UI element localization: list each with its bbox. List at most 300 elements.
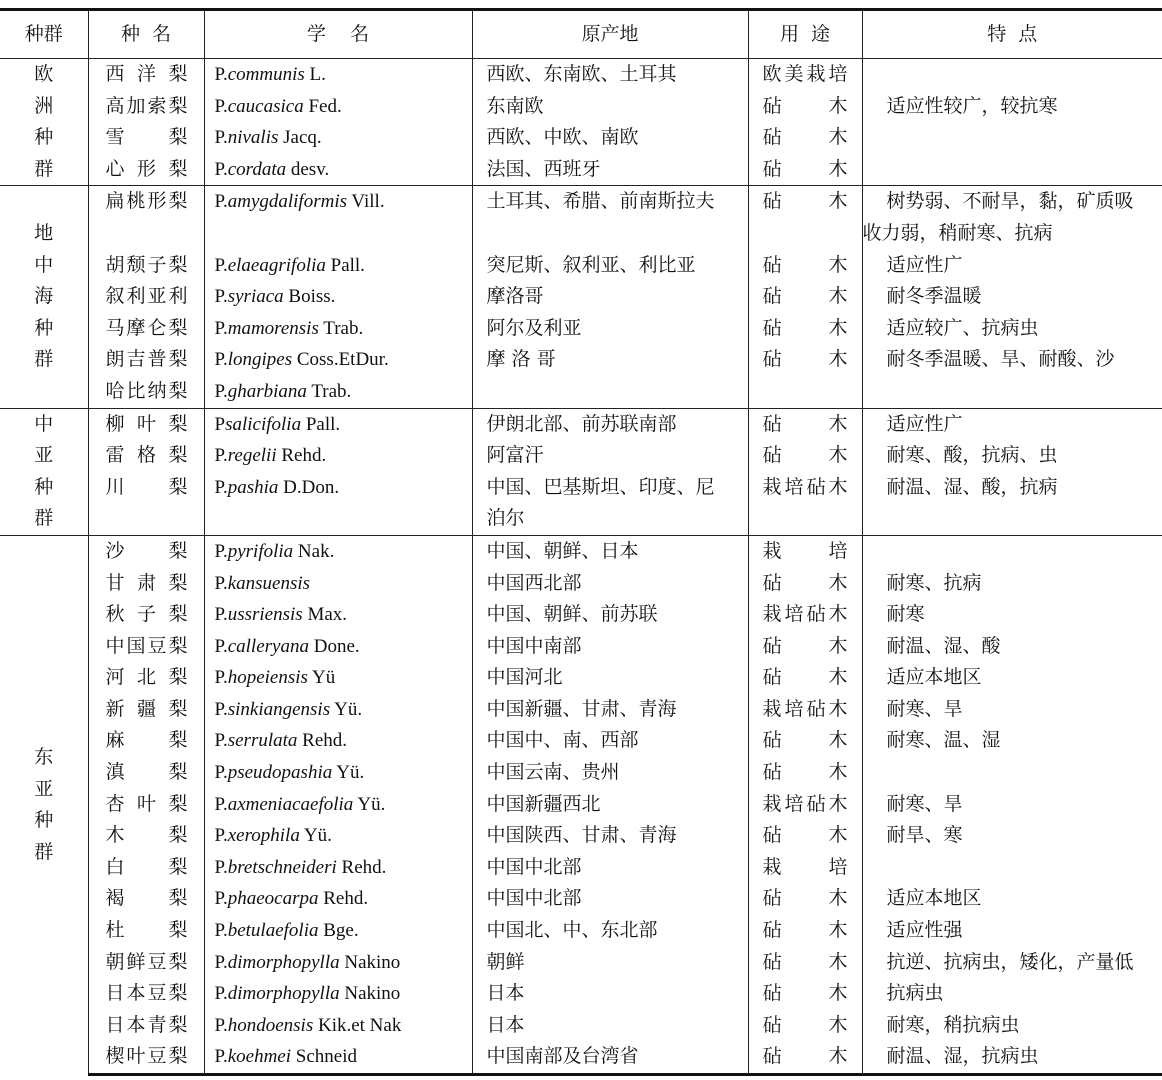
group-name-char: 欧 bbox=[34, 63, 54, 85]
use: 栽培砧木 bbox=[748, 694, 862, 726]
origin: 阿尔及利亚 bbox=[472, 313, 748, 345]
epithet: nivalis bbox=[227, 127, 279, 149]
common-name bbox=[88, 725, 204, 757]
epithet: sinkiangensis bbox=[227, 698, 331, 720]
common-name-text: 河 北 梨 bbox=[105, 666, 188, 689]
common-name bbox=[88, 820, 204, 852]
group-name bbox=[0, 186, 88, 408]
common-name-text: 心 形 梨 bbox=[105, 157, 188, 180]
feature: 适应性广 bbox=[862, 250, 1162, 282]
group-name-char: 种 bbox=[34, 126, 54, 149]
common-name bbox=[88, 789, 204, 821]
origin: 西欧、中欧、南欧 bbox=[472, 122, 748, 154]
use-text: 砧 木 bbox=[762, 348, 848, 371]
use bbox=[748, 440, 862, 472]
epithet: dimorphopylla bbox=[227, 951, 340, 973]
use-text: 砧 木 bbox=[762, 316, 848, 339]
feature: 树势弱、不耐旱，黏，矿质吸 bbox=[862, 186, 1162, 218]
genus: P. bbox=[214, 572, 228, 594]
origin: 摩洛哥 bbox=[472, 281, 748, 313]
group-name-char: 群 bbox=[34, 348, 54, 371]
table-row bbox=[0, 186, 1162, 218]
origin: 中国西北部 bbox=[472, 568, 748, 600]
genus: P. bbox=[214, 64, 228, 85]
author: Trab. bbox=[323, 317, 364, 339]
common-name: 扁桃形梨 bbox=[88, 186, 204, 218]
author: Nakino bbox=[344, 951, 401, 973]
genus: P bbox=[214, 413, 226, 435]
epithet: serrulata bbox=[227, 730, 298, 752]
common-name-text: 秋 子 梨 bbox=[105, 603, 188, 626]
epithet: bretschneideri bbox=[227, 856, 337, 878]
feature bbox=[862, 757, 1162, 789]
use-text: 砧 木 bbox=[762, 444, 848, 467]
scientific-name bbox=[204, 59, 472, 91]
use-text: 砧 木 bbox=[762, 887, 848, 910]
epithet: communis bbox=[227, 64, 305, 85]
feature bbox=[862, 376, 1162, 408]
use-text: 砧 木 bbox=[762, 412, 848, 435]
origin: 中国中北部 bbox=[472, 883, 748, 915]
common-name bbox=[88, 472, 204, 504]
use bbox=[748, 915, 862, 947]
feature: 耐温、湿、酸 bbox=[862, 631, 1162, 663]
genus: P. bbox=[214, 445, 228, 467]
feature: 耐寒、酸，抗病、虫 bbox=[862, 440, 1162, 472]
common-name bbox=[88, 535, 204, 567]
table-row bbox=[0, 662, 1162, 694]
table-row bbox=[0, 820, 1162, 852]
use-text: 栽 培 bbox=[762, 539, 848, 562]
common-name: 马摩仑梨 bbox=[88, 313, 204, 345]
origin bbox=[472, 218, 748, 250]
origin: 中国、巴基斯坦、印度、尼 bbox=[472, 472, 748, 504]
feature: 适应性广 bbox=[862, 408, 1162, 440]
scientific-name bbox=[204, 250, 472, 282]
origin: 土耳其、希腊、前南斯拉夫 bbox=[472, 186, 748, 218]
genus: P. bbox=[214, 158, 228, 180]
common-name-text: 雷 格 梨 bbox=[105, 444, 188, 467]
feature bbox=[862, 503, 1162, 535]
common-name bbox=[88, 694, 204, 726]
species-group bbox=[0, 186, 1162, 408]
genus: P. bbox=[214, 698, 228, 720]
header-feature: 特 点 bbox=[862, 10, 1162, 59]
genus: P. bbox=[214, 793, 228, 815]
epithet: pashia bbox=[227, 476, 279, 498]
use-text: 砧 木 bbox=[762, 824, 848, 847]
table-row bbox=[0, 472, 1162, 504]
genus: P. bbox=[214, 286, 228, 308]
common-name bbox=[88, 915, 204, 947]
group-name-char: 种 bbox=[34, 316, 54, 339]
common-name bbox=[88, 568, 204, 600]
use bbox=[748, 503, 862, 535]
author: Rehd. bbox=[323, 888, 369, 910]
author: Yü. bbox=[336, 762, 365, 784]
use bbox=[748, 978, 862, 1010]
author: Boiss. bbox=[288, 286, 336, 308]
use bbox=[748, 218, 862, 250]
scientific-name bbox=[204, 218, 472, 250]
common-name-text: 滇 梨 bbox=[105, 761, 188, 784]
feature: 适应性强 bbox=[862, 915, 1162, 947]
common-name bbox=[88, 122, 204, 154]
feature: 耐寒、温、湿 bbox=[862, 725, 1162, 757]
common-name bbox=[88, 599, 204, 631]
pear-species-table bbox=[0, 8, 1162, 1076]
use-text: 砧 木 bbox=[762, 919, 848, 942]
epithet: hopeiensis bbox=[227, 667, 308, 689]
table-row bbox=[0, 631, 1162, 663]
author: Pall. bbox=[305, 413, 341, 435]
origin: 法国、西班牙 bbox=[472, 154, 748, 186]
origin bbox=[472, 376, 748, 408]
common-name: 中国豆梨 bbox=[88, 631, 204, 663]
origin: 东南欧 bbox=[472, 91, 748, 123]
table-row bbox=[0, 757, 1162, 789]
epithet: ussriensis bbox=[227, 604, 303, 626]
scientific-name bbox=[204, 947, 472, 979]
species-group bbox=[0, 59, 1162, 186]
author: Vill. bbox=[351, 191, 385, 213]
use-text: 砧 木 bbox=[762, 1013, 848, 1036]
header-use: 用 途 bbox=[748, 10, 862, 59]
feature: 耐温、湿，抗病虫 bbox=[862, 1041, 1162, 1074]
feature: 适应性较广，较抗寒 bbox=[862, 91, 1162, 123]
use bbox=[748, 408, 862, 440]
origin: 中国南部及台湾省 bbox=[472, 1041, 748, 1074]
common-name: 日本豆梨 bbox=[88, 978, 204, 1010]
author: Rehd. bbox=[302, 730, 348, 752]
table-row bbox=[0, 599, 1162, 631]
genus: P. bbox=[214, 1046, 228, 1068]
origin: 日本 bbox=[472, 1010, 748, 1042]
group-name-char: 洲 bbox=[34, 94, 54, 117]
table-row bbox=[0, 947, 1162, 979]
origin: 日本 bbox=[472, 978, 748, 1010]
use-text: 砧 木 bbox=[762, 157, 848, 180]
feature: 耐寒 bbox=[862, 599, 1162, 631]
common-name bbox=[88, 852, 204, 884]
table-row bbox=[0, 1010, 1162, 1042]
table-row bbox=[0, 1041, 1162, 1074]
origin: 中国中北部 bbox=[472, 852, 748, 884]
epithet: axmeniacaefolia bbox=[227, 793, 354, 815]
origin: 西欧、东南欧、土耳其 bbox=[472, 59, 748, 91]
table-row bbox=[0, 789, 1162, 821]
use bbox=[748, 947, 862, 979]
origin: 摩 洛 哥 bbox=[472, 344, 748, 376]
common-name-text: 褐 梨 bbox=[105, 887, 188, 910]
author: Trab. bbox=[311, 380, 352, 402]
table-row bbox=[0, 154, 1162, 186]
table-row bbox=[0, 978, 1162, 1010]
scientific-name bbox=[204, 978, 472, 1010]
feature: 耐寒、旱 bbox=[862, 694, 1162, 726]
common-name: 朗吉普梨 bbox=[88, 344, 204, 376]
group-name-char: 海 bbox=[34, 285, 54, 308]
use-text: 砧 木 bbox=[762, 1045, 848, 1068]
use bbox=[748, 376, 862, 408]
scientific-name bbox=[204, 915, 472, 947]
author: Nakino bbox=[344, 983, 401, 1005]
common-name-text: 柳 叶 梨 bbox=[105, 412, 188, 435]
epithet: salicifolia bbox=[225, 413, 302, 435]
feature bbox=[862, 122, 1162, 154]
feature: 耐旱、寒 bbox=[862, 820, 1162, 852]
table-row bbox=[0, 250, 1162, 282]
origin: 中国中南部 bbox=[472, 631, 748, 663]
table-row bbox=[0, 91, 1162, 123]
genus: P. bbox=[214, 380, 228, 402]
table-row bbox=[0, 281, 1162, 313]
scientific-name bbox=[204, 376, 472, 408]
use bbox=[748, 631, 862, 663]
author: Done. bbox=[313, 635, 360, 657]
use bbox=[748, 313, 862, 345]
scientific-name bbox=[204, 472, 472, 504]
scientific-name bbox=[204, 883, 472, 915]
header-origin: 原产地 bbox=[472, 10, 748, 59]
author: Rehd. bbox=[341, 856, 387, 878]
common-name bbox=[88, 218, 204, 250]
genus: P. bbox=[214, 888, 228, 910]
feature: 适应本地区 bbox=[862, 662, 1162, 694]
group-name-char: 群 bbox=[34, 157, 54, 180]
group-name-char: 亚 bbox=[34, 444, 54, 467]
author: Bge. bbox=[323, 920, 359, 942]
scientific-name bbox=[204, 1010, 472, 1042]
table-row bbox=[0, 440, 1162, 472]
common-name bbox=[88, 757, 204, 789]
common-name-text: 新 疆 梨 bbox=[105, 697, 188, 720]
common-name-text: 川 梨 bbox=[105, 475, 188, 498]
genus: P. bbox=[214, 825, 228, 847]
common-name: 叙利亚利 bbox=[88, 281, 204, 313]
epithet: koehmei bbox=[227, 1046, 292, 1068]
common-name: 胡颓子梨 bbox=[88, 250, 204, 282]
scientific-name bbox=[204, 631, 472, 663]
use bbox=[748, 852, 862, 884]
author: Nak. bbox=[297, 540, 335, 562]
epithet: caucasica bbox=[227, 95, 304, 117]
epithet: dimorphopylla bbox=[227, 983, 340, 1005]
author: Rehd. bbox=[281, 445, 327, 467]
epithet: hondoensis bbox=[227, 1014, 314, 1036]
epithet: pyrifolia bbox=[227, 540, 294, 562]
common-name bbox=[88, 59, 204, 91]
scientific-name bbox=[204, 1041, 472, 1074]
common-name: 高加索梨 bbox=[88, 91, 204, 123]
table-row bbox=[0, 59, 1162, 91]
use-text: 砧 木 bbox=[762, 982, 848, 1005]
use-text: 砧 木 bbox=[762, 253, 848, 276]
group-name-char: 中 bbox=[34, 253, 54, 276]
origin: 中国中、南、西部 bbox=[472, 725, 748, 757]
origin: 中国、朝鲜、前苏联 bbox=[472, 599, 748, 631]
author: Fed. bbox=[308, 95, 342, 117]
header-row bbox=[0, 10, 1162, 59]
table-row bbox=[0, 535, 1162, 567]
genus: P. bbox=[214, 349, 228, 371]
table-row bbox=[0, 344, 1162, 376]
scientific-name bbox=[204, 313, 472, 345]
feature: 耐寒、旱 bbox=[862, 789, 1162, 821]
common-name-text: 西 洋 梨 bbox=[105, 63, 188, 85]
author: L. bbox=[309, 64, 326, 85]
genus: P. bbox=[214, 254, 228, 276]
epithet: pseudopashia bbox=[227, 762, 333, 784]
species-group bbox=[0, 408, 1162, 535]
common-name: 哈比纳梨 bbox=[88, 376, 204, 408]
use-text: 砧 木 bbox=[762, 126, 848, 149]
author: Yü. bbox=[303, 825, 332, 847]
scientific-name bbox=[204, 122, 472, 154]
genus: P. bbox=[214, 635, 228, 657]
header-scientific-name: 学 名 bbox=[204, 10, 472, 59]
table-row bbox=[0, 725, 1162, 757]
scientific-name bbox=[204, 281, 472, 313]
scientific-name bbox=[204, 820, 472, 852]
group-name-char: 种 bbox=[34, 475, 54, 498]
epithet: calleryana bbox=[227, 635, 309, 657]
feature: 耐冬季温暖 bbox=[862, 281, 1162, 313]
common-name-text: 木 梨 bbox=[105, 824, 188, 847]
genus: P. bbox=[214, 856, 228, 878]
use: 栽培砧木 bbox=[748, 789, 862, 821]
genus: P. bbox=[214, 604, 228, 626]
table-row bbox=[0, 852, 1162, 884]
feature: 适应较广、抗病虫 bbox=[862, 313, 1162, 345]
author: Pall. bbox=[330, 254, 365, 276]
common-name bbox=[88, 503, 204, 535]
origin: 中国新疆、甘肃、青海 bbox=[472, 694, 748, 726]
common-name: 朝鲜豆梨 bbox=[88, 947, 204, 979]
epithet: betulaefolia bbox=[227, 920, 319, 942]
origin: 中国河北 bbox=[472, 662, 748, 694]
use bbox=[748, 883, 862, 915]
origin: 中国新疆西北 bbox=[472, 789, 748, 821]
origin: 突尼斯、叙利亚、利比亚 bbox=[472, 250, 748, 282]
table-row bbox=[0, 883, 1162, 915]
use-text: 砧 木 bbox=[762, 190, 848, 213]
origin: 中国、朝鲜、日本 bbox=[472, 535, 748, 567]
epithet: amygdaliformis bbox=[227, 191, 347, 213]
table-row bbox=[0, 122, 1162, 154]
group-name-char: 种 bbox=[34, 809, 54, 832]
genus: P. bbox=[214, 667, 228, 689]
use bbox=[748, 344, 862, 376]
feature: 抗逆、抗病虫，矮化，产量低 bbox=[862, 947, 1162, 979]
genus: P. bbox=[214, 95, 228, 117]
use-text: 砧 木 bbox=[762, 666, 848, 689]
scientific-name bbox=[204, 344, 472, 376]
scientific-name bbox=[204, 568, 472, 600]
author: Schneid bbox=[295, 1046, 357, 1068]
common-name bbox=[88, 408, 204, 440]
group-name-char: 群 bbox=[34, 840, 54, 863]
genus: P. bbox=[214, 983, 228, 1005]
common-name-text: 杜 梨 bbox=[105, 919, 188, 942]
use bbox=[748, 820, 862, 852]
scientific-name bbox=[204, 694, 472, 726]
author: Kik.et Nak bbox=[317, 1014, 402, 1036]
author: Jacq. bbox=[283, 127, 322, 149]
use bbox=[748, 91, 862, 123]
header-common-name: 种 名 bbox=[88, 10, 204, 59]
use-text: 砧 木 bbox=[762, 950, 848, 973]
use bbox=[748, 535, 862, 567]
feature bbox=[862, 535, 1162, 567]
scientific-name bbox=[204, 440, 472, 472]
table-row bbox=[0, 408, 1162, 440]
use bbox=[748, 1010, 862, 1042]
origin: 朝鲜 bbox=[472, 947, 748, 979]
use-text: 砧 木 bbox=[762, 634, 848, 657]
author: Max. bbox=[307, 604, 348, 626]
group-name-char: 中 bbox=[34, 412, 54, 435]
feature: 抗病虫 bbox=[862, 978, 1162, 1010]
common-name bbox=[88, 662, 204, 694]
common-name-text: 甘 肃 梨 bbox=[105, 571, 188, 594]
common-name-text: 白 梨 bbox=[105, 855, 188, 878]
feature bbox=[862, 852, 1162, 884]
scientific-name bbox=[204, 757, 472, 789]
author: Yü bbox=[311, 667, 336, 689]
table-row bbox=[0, 376, 1162, 408]
epithet: xerophila bbox=[227, 825, 300, 847]
epithet: gharbiana bbox=[227, 380, 307, 402]
feature: 耐寒、抗病 bbox=[862, 568, 1162, 600]
group-name-char: 地 bbox=[34, 221, 54, 244]
author: D.Don. bbox=[283, 476, 340, 498]
genus: P. bbox=[214, 127, 228, 149]
use-text: 砧 木 bbox=[762, 285, 848, 308]
genus: P. bbox=[214, 540, 228, 562]
table-row-continuation bbox=[0, 503, 1162, 535]
epithet: elaeagrifolia bbox=[227, 254, 326, 276]
common-name bbox=[88, 883, 204, 915]
use bbox=[748, 725, 862, 757]
use-text: 砧 木 bbox=[762, 94, 848, 117]
common-name-text: 杏 叶 梨 bbox=[105, 792, 188, 815]
common-name-text: 麻 梨 bbox=[105, 729, 188, 752]
table-row-continuation bbox=[0, 218, 1162, 250]
scientific-name bbox=[204, 91, 472, 123]
scientific-name bbox=[204, 535, 472, 567]
origin: 中国陕西、甘肃、青海 bbox=[472, 820, 748, 852]
feature bbox=[862, 154, 1162, 186]
table-row bbox=[0, 915, 1162, 947]
table-row bbox=[0, 313, 1162, 345]
origin: 阿富汗 bbox=[472, 440, 748, 472]
group-name-char: 东 bbox=[34, 746, 54, 769]
epithet: kansuensis bbox=[227, 572, 311, 594]
epithet: cordata bbox=[227, 158, 287, 180]
use: 栽培砧木 bbox=[748, 599, 862, 631]
origin: 泊尔 bbox=[472, 503, 748, 535]
scientific-name bbox=[204, 852, 472, 884]
table-row bbox=[0, 568, 1162, 600]
use bbox=[748, 757, 862, 789]
author: Yü. bbox=[357, 793, 386, 815]
use bbox=[748, 1041, 862, 1074]
epithet: regelii bbox=[227, 445, 277, 467]
genus: P. bbox=[214, 1014, 228, 1036]
feature: 耐温、湿、酸，抗病 bbox=[862, 472, 1162, 504]
use bbox=[748, 250, 862, 282]
